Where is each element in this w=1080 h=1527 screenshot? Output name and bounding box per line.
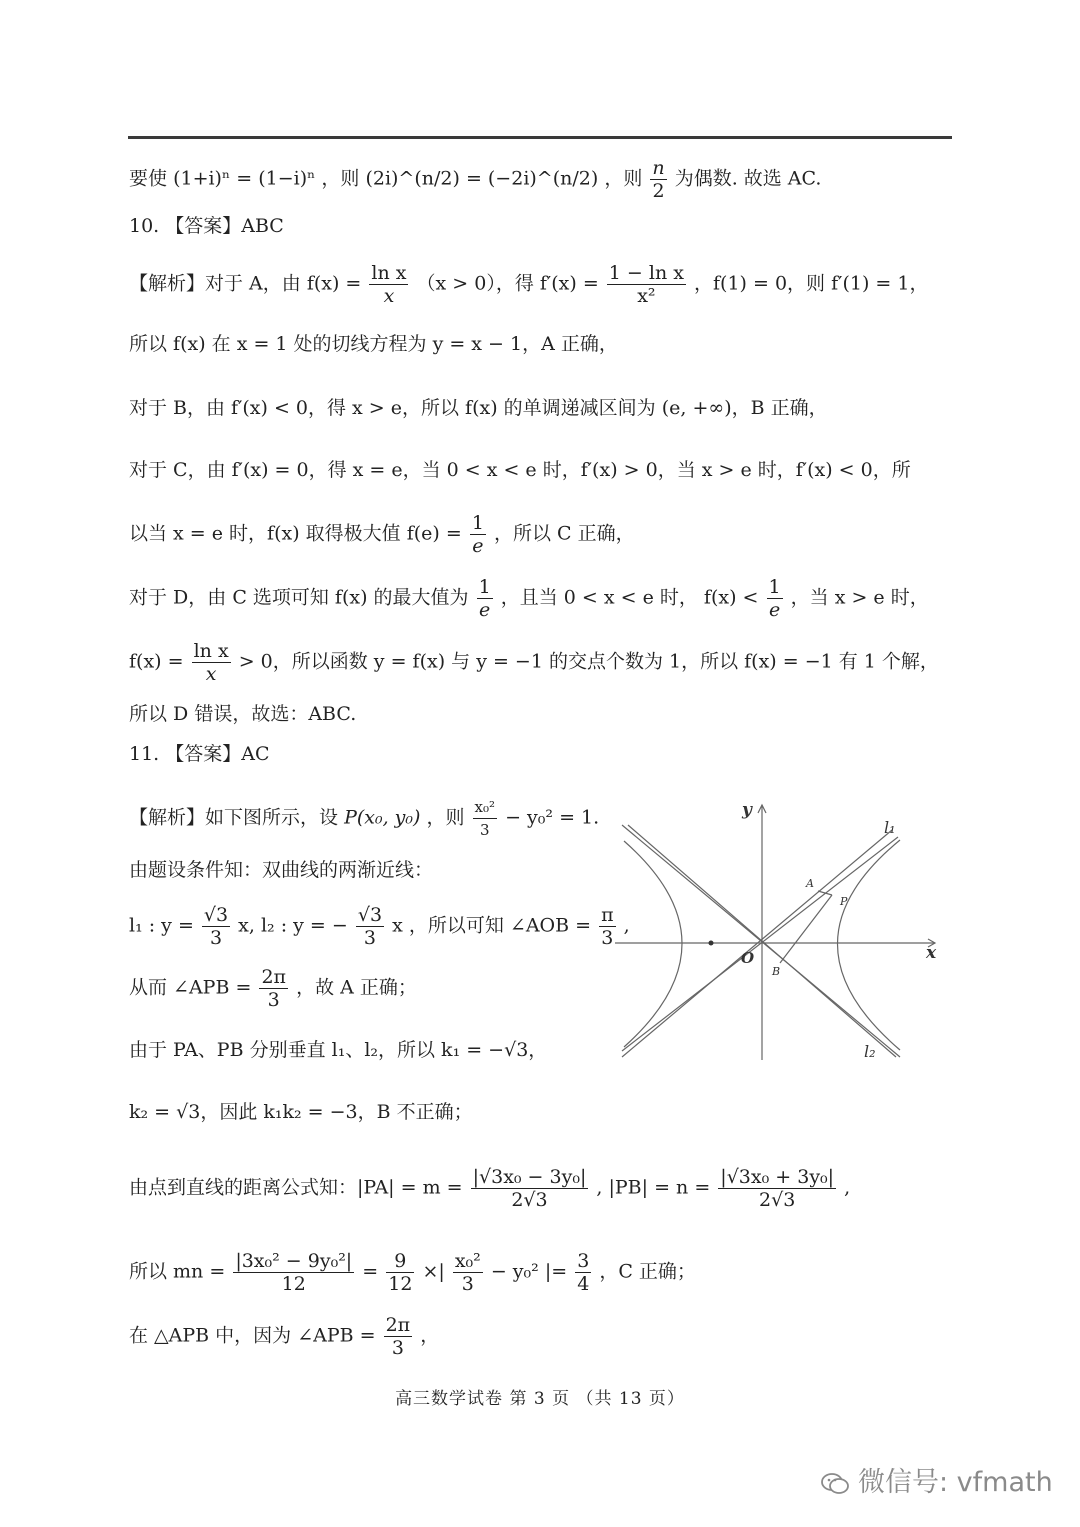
fraction-3-over-4: $\frac{3}{4}$ bbox=[577, 1250, 590, 1295]
formula-y0sq: − y₀² bbox=[505, 806, 554, 829]
line-6: 对于 C，由 f′(x) = 0，得 x = e，当 0 < x < e 时，f′(x) > 0，当 x > e 时，f′(x) < 0，所 bbox=[129, 459, 911, 481]
hyperbola-figure bbox=[600, 795, 950, 1080]
formula-point-p: P(x₀, y₀) bbox=[344, 806, 421, 829]
text: ，所以 C 正确， bbox=[493, 522, 635, 545]
text: ，则 bbox=[321, 167, 360, 190]
line-3 bbox=[129, 262, 928, 307]
line-17: k₂ = √3，因此 k₁k₂ = −3，B 不正确； bbox=[129, 1101, 473, 1123]
line-18 bbox=[129, 1166, 850, 1211]
text: ，则 bbox=[426, 806, 465, 829]
fraction-2pi-over-3-b: $\frac{2\pi}{3}$ bbox=[385, 1314, 411, 1359]
formula-l2: x, l₂ : y = − bbox=[238, 914, 348, 937]
text: , |PB| = n = bbox=[596, 1176, 711, 1199]
text: ， bbox=[420, 1324, 440, 1347]
segment-pb bbox=[780, 895, 832, 963]
watermark bbox=[820, 1460, 1060, 1500]
watermark-text: 微信号: vfmath bbox=[858, 1467, 1053, 1498]
formula-power-equal: (1+i)ⁿ = (1−i)ⁿ bbox=[173, 167, 316, 190]
fraction-lnx-over-x-d: $\frac{\text{ln x}}{x}$ bbox=[193, 640, 229, 685]
formula-fx-less: f(x) < bbox=[703, 586, 759, 609]
page-footer: 高三数学试卷 第 3 页 （共 13 页） bbox=[395, 1389, 685, 1409]
segment-pa bbox=[818, 891, 832, 895]
origin-label: O bbox=[741, 949, 755, 967]
text: 在 △APB 中，因为 ∠APB = bbox=[129, 1324, 376, 1347]
formula-fe: f(e) = bbox=[406, 522, 462, 545]
text: 【解析】对于 A，由 bbox=[129, 272, 301, 295]
line-7 bbox=[129, 512, 635, 557]
y-axis-label: y bbox=[742, 800, 752, 820]
fraction-pa: $\frac{\text{|√3x₀ − 3y₀|}}{2√3}$ bbox=[472, 1166, 587, 1211]
fraction-9-over-12: $\frac{9}{12}$ bbox=[388, 1250, 413, 1295]
wechat-icon bbox=[820, 1471, 850, 1497]
text: ，且当 0 < x < e 时， bbox=[500, 586, 698, 609]
fraction-lnx-over-x: $\frac{\text{ln x}}{x}$ bbox=[371, 262, 407, 307]
line-10: 所以 D 错误，故选：ABC. bbox=[129, 703, 357, 725]
text: , bbox=[844, 1176, 851, 1199]
text: ，则 bbox=[604, 167, 643, 190]
text: ，f(1) = 0，则 bbox=[694, 272, 826, 295]
fraction-x0sq-over-3: $\frac{\text{x₀²}}{3}$ bbox=[474, 798, 496, 839]
fraction-derivative: $\frac{\text{1 − ln x}}{\text{x²}}$ bbox=[608, 262, 684, 307]
asymptote-l1-b bbox=[622, 837, 898, 1051]
line-5: 对于 B，由 f′(x) < 0，得 x > e，所以 f(x) 的单调递减区间为 (e, +∞)，B 正确， bbox=[129, 397, 828, 419]
top-rule bbox=[128, 136, 952, 139]
line-14 bbox=[129, 904, 630, 949]
formula-l1: l₁ : y = bbox=[129, 914, 194, 937]
fraction-2pi-over-3: $\frac{2\pi}{3}$ bbox=[261, 966, 287, 1011]
fraction-x0sq-over-3-b: $\frac{\text{x₀²}}{3}$ bbox=[454, 1250, 481, 1295]
text: 为偶数. 故选 AC. bbox=[674, 167, 822, 190]
fraction-1-over-e-bound: $\frac{1}{e}$ bbox=[768, 576, 781, 621]
hyperbola-left-branch bbox=[624, 841, 682, 1047]
fraction-n-over-2: $\frac{n}{2}$ bbox=[652, 157, 665, 202]
point-a-label: A bbox=[806, 877, 814, 890]
text: 【解析】如下图所示，设 bbox=[129, 806, 339, 829]
fraction-sqrt3-over-3: $\frac{√3}{3}$ bbox=[203, 904, 229, 949]
question-10-answer: 10. 【答案】ABC bbox=[129, 215, 284, 237]
question-11-answer: 11. 【答案】AC bbox=[129, 743, 270, 765]
x-axis-label: x bbox=[926, 943, 937, 963]
hyperbola-right-branch bbox=[838, 840, 901, 1050]
line-1 bbox=[129, 157, 821, 202]
formula-power-equal-2: (2i)^(n/2) = (−2i)^(n/2) bbox=[365, 167, 599, 190]
line-l1-label: l₁ bbox=[884, 818, 896, 837]
text: = bbox=[362, 1260, 379, 1283]
line-12 bbox=[129, 796, 599, 841]
text: ，C 正确； bbox=[599, 1260, 696, 1283]
fraction-1-over-e-max: $\frac{1}{e}$ bbox=[478, 576, 491, 621]
text: ，故 A 正确； bbox=[296, 976, 417, 999]
text: （x > 0），得 bbox=[416, 272, 534, 295]
text: 从而 ∠APB = bbox=[129, 976, 252, 999]
fraction-mn: $\frac{\text{|3x₀² − 9y₀²|}}{12}$ bbox=[235, 1250, 353, 1295]
formula-x: x bbox=[392, 914, 403, 937]
text: > 0，所以函数 y = f(x) 与 y = −1 的交点个数为 1，所以 f(x) = −1 有 1 个解， bbox=[238, 650, 939, 673]
formula-fx: f(x) = bbox=[306, 272, 362, 295]
line-15 bbox=[129, 966, 417, 1011]
formula-fpx: f′(x) = bbox=[539, 272, 599, 295]
text: ，当 x > e 时， bbox=[790, 586, 929, 609]
formula-fp1: f′(1) = 1， bbox=[831, 272, 929, 295]
text: |= bbox=[544, 1260, 568, 1283]
line-9 bbox=[129, 640, 939, 685]
line-8 bbox=[129, 576, 929, 621]
text: f(x) = bbox=[129, 650, 184, 673]
text: 所以 mn = bbox=[129, 1260, 226, 1283]
text: , bbox=[623, 914, 630, 937]
line-4: 所以 f(x) 在 x = 1 处的切线方程为 y = x − 1，A 正确， bbox=[129, 333, 618, 355]
line-16: 由于 PA、PB 分别垂直 l₁、l₂，所以 k₁ = −√3， bbox=[129, 1039, 548, 1061]
text: ，所以可知 ∠AOB = bbox=[408, 914, 592, 937]
text: 由点到直线的距离公式知：|PA| = m = bbox=[129, 1176, 463, 1199]
fraction-sqrt3-over-3-b: $\frac{√3}{3}$ bbox=[357, 904, 383, 949]
text: 要使 bbox=[129, 167, 168, 190]
text: 以当 x = e 时，f(x) 取得极大值 bbox=[129, 522, 401, 545]
line-13: 由题设条件知：双曲线的两渐近线： bbox=[129, 859, 434, 881]
fraction-pb: $\frac{\text{|√3x₀ + 3y₀|}}{2√3}$ bbox=[720, 1166, 835, 1211]
line-l2-label: l₂ bbox=[864, 1042, 876, 1061]
text: = 1. bbox=[559, 806, 600, 829]
line-20 bbox=[129, 1314, 439, 1359]
formula-y0sq-b: − y₀² bbox=[490, 1260, 539, 1283]
text: 对于 D，由 C 选项可知 f(x) 的最大值为 bbox=[129, 586, 469, 609]
fraction-1-over-e: $\frac{1}{e}$ bbox=[471, 512, 484, 557]
text: ×| bbox=[422, 1260, 445, 1283]
point-b-label: B bbox=[772, 965, 781, 978]
line-19 bbox=[129, 1250, 696, 1295]
point-p-label: P bbox=[840, 895, 848, 908]
vertex-dot bbox=[709, 941, 714, 946]
fraction-pi-over-3: $\frac{\pi}{3}$ bbox=[601, 904, 614, 949]
